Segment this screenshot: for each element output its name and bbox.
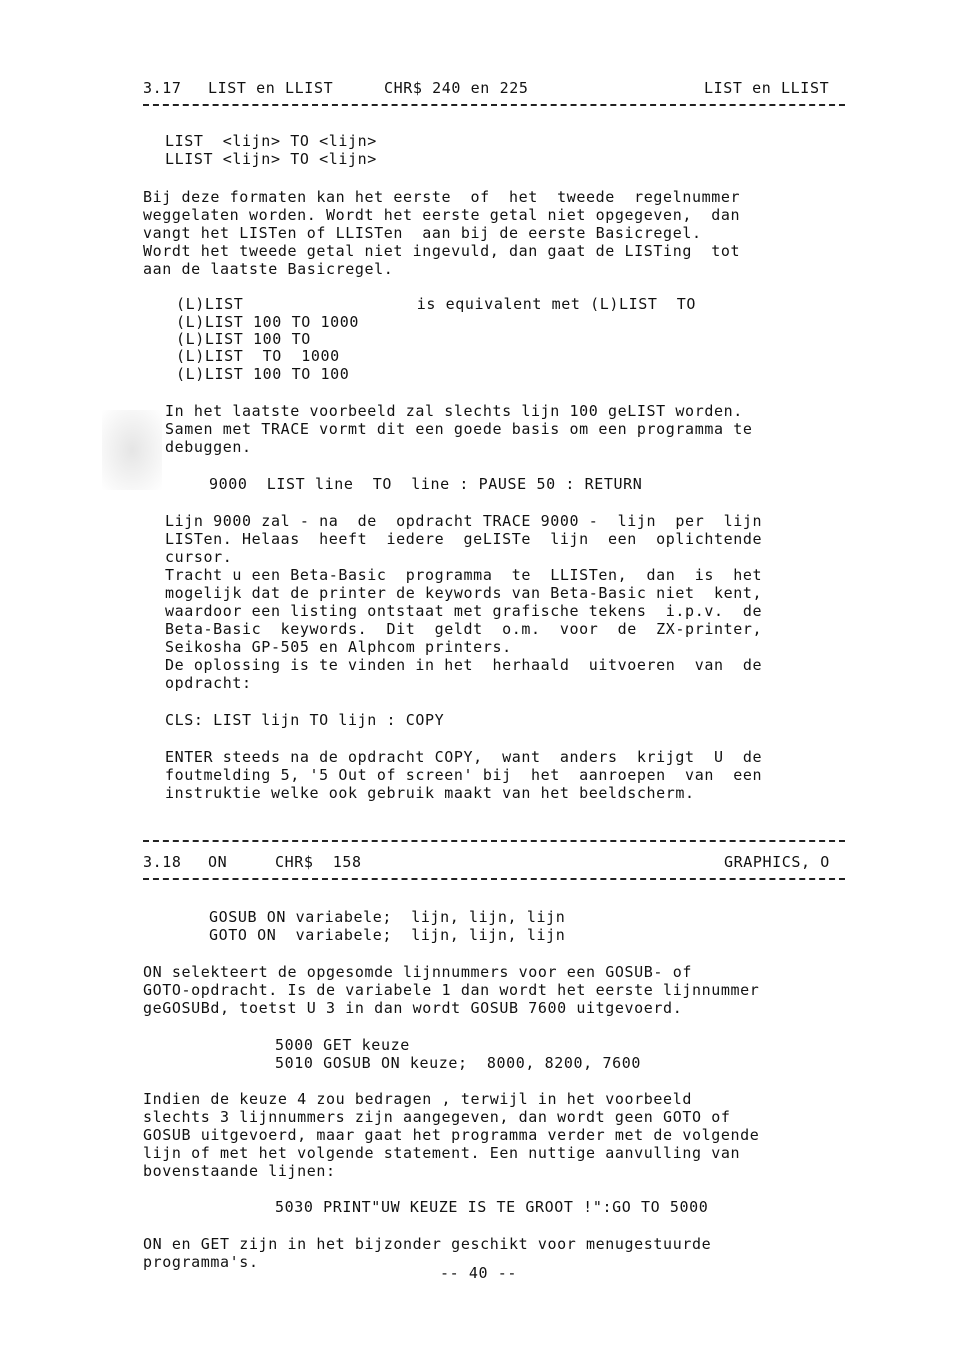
syntax-line: GOTO ON variabele; lijn, lijn, lijn [209, 926, 566, 944]
section-code: CHR$ 240 en 225 [384, 79, 529, 97]
paragraph-line: programma's. [143, 1253, 259, 1271]
paragraph-line: opdracht: [165, 674, 252, 692]
section-code: CHR$ 158 [275, 853, 362, 871]
code-line: CLS: LIST lijn TO lijn : COPY [165, 711, 445, 729]
paragraph-line: ON selekteert de opgesomde lijnnummers voor een GOSUB- of [143, 963, 692, 981]
section-category: LIST en LLIST [704, 79, 830, 97]
example-line: 5010 GOSUB ON keuze; 8000, 8200, 7600 [275, 1054, 641, 1072]
paragraph-line: Bij deze formaten kan het eerste of het tweede regelnummer [143, 188, 741, 206]
paragraph-line: LISTen. Helaas heeft iedere geLISTe lijn een oplichtende [165, 530, 763, 548]
paragraph-line: cursor. [165, 548, 233, 566]
code-line: 5030 PRINT"UW KEUZE IS TE GROOT !":GO TO 5000 [275, 1198, 709, 1216]
section-title: LIST en LLIST [208, 79, 334, 97]
section-category: GRAPHICS, O [724, 853, 830, 871]
paragraph-line: De oplossing is te vinden in het herhaald uitvoeren van de [165, 656, 763, 674]
paragraph-line: instruktie welke ook gebruik maakt van het beeldscherm. [165, 784, 695, 802]
section-number: 3.18 [143, 853, 182, 871]
section-divider-bottom [143, 878, 845, 880]
example-line: (L)LIST is equivalent met (L)LIST TO [176, 295, 697, 313]
paragraph-line: Tracht u een Beta-Basic programma te LLISTen, dan is het [165, 566, 763, 584]
example-line: (L)LIST TO 1000 [176, 347, 340, 365]
paragraph-line: mogelijk dat de printer de keywords van Beta-Basic niet kent, [165, 584, 763, 602]
page-number: -- 40 -- [440, 1264, 518, 1282]
paragraph-line: GOTO-opdracht. Is de variabele 1 dan wordt het eerste lijnnummer [143, 981, 760, 999]
section-title: ON [208, 853, 228, 871]
paragraph-line: lijn of met het volgende statement. Een nuttige aanvulling van [143, 1144, 741, 1162]
paragraph-line: weggelaten worden. Wordt het eerste getal niet opgegeven, dan [143, 206, 741, 224]
paragraph-line: waardoor een listing ontstaat met grafische tekens i.p.v. de [165, 602, 763, 620]
paragraph-line: GOSUB uitgevoerd, maar gaat het programma verder met de volgende [143, 1126, 760, 1144]
paragraph-line: Beta-Basic keywords. Dit geldt o.m. voor de ZX-printer, [165, 620, 763, 638]
syntax-line: GOSUB ON variabele; lijn, lijn, lijn [209, 908, 566, 926]
paragraph-line: Seikosha GP-505 en Alphcom printers. [165, 638, 512, 656]
example-line: (L)LIST 100 TO [176, 330, 311, 348]
paragraph-line: bovenstaande lijnen: [143, 1162, 336, 1180]
scan-smudge [102, 410, 162, 490]
paragraph-line: ON en GET zijn in het bijzonder geschikt voor menugestuurde [143, 1235, 712, 1253]
paragraph-line: debuggen. [165, 438, 252, 456]
paragraph-line: ENTER steeds na de opdracht COPY, want anders krijgt U de [165, 748, 763, 766]
example-line: (L)LIST 100 TO 1000 [176, 313, 359, 331]
example-line: (L)LIST 100 TO 100 [176, 365, 350, 383]
paragraph-line: Indien de keuze 4 zou bedragen , terwijl in het voorbeeld [143, 1090, 692, 1108]
paragraph-line: geGOSUBd, toetst U 3 in dan wordt GOSUB 7600 uitgevoerd. [143, 999, 683, 1017]
paragraph-line: Samen met TRACE vormt dit een goede basis om een programma te [165, 420, 753, 438]
syntax-line: LIST <lijn> TO <lijn> [165, 132, 377, 150]
paragraph-line: In het laatste voorbeeld zal slechts lijn 100 geLIST worden. [165, 402, 743, 420]
header-divider [143, 104, 845, 106]
paragraph-line: Lijn 9000 zal - na de opdracht TRACE 9000 - lijn per lijn [165, 512, 763, 530]
paragraph-line: vangt het LISTen of LLISTen aan bij de eerste Basicregel. [143, 224, 702, 242]
section-number: 3.17 [143, 79, 182, 97]
section-divider-top [143, 840, 845, 842]
code-line: 9000 LIST line TO line : PAUSE 50 : RETURN [209, 475, 643, 493]
example-line: 5000 GET keuze [275, 1036, 410, 1054]
paragraph-line: Wordt het tweede getal niet ingevuld, dan gaat de LISTing tot [143, 242, 741, 260]
paragraph-line: aan de laatste Basicregel. [143, 260, 394, 278]
paragraph-line: foutmelding 5, '5 Out of screen' bij het aanroepen van een [165, 766, 763, 784]
paragraph-line: slechts 3 lijnnummers zijn aangegeven, dan wordt geen GOTO of [143, 1108, 731, 1126]
syntax-line: LLIST <lijn> TO <lijn> [165, 150, 377, 168]
